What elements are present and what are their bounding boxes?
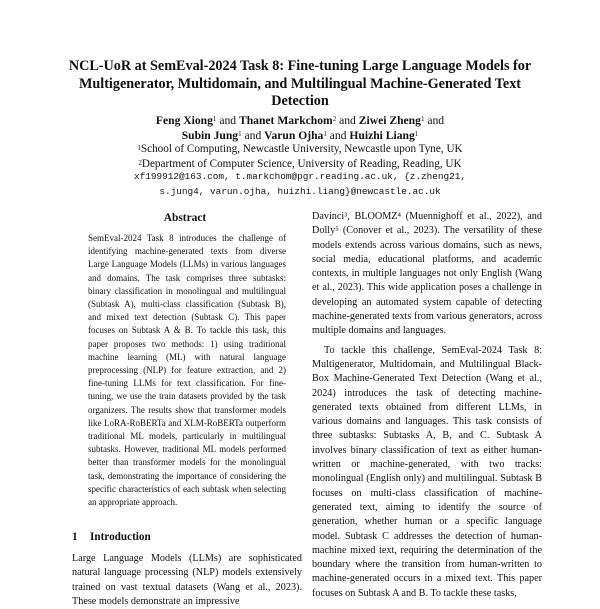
paragraph: Davinci³, BLOOMZ⁴ (Muennighoff et al., 2022), and Dolly⁵ (Conover et al., 2023). The versatility of these models extends across various domains, such as news, social media, educational platforms, and academic contexts, in multiple languages not only English (Wang et al., 2023). This wide application poses a challenge in developing an automated system capable of detecting machine-generated texts from various generators, across multiple domains and languages. [312, 211, 542, 337]
author-affiliation-mark: 1 [212, 115, 217, 123]
author-affiliation-mark: 1 [238, 130, 242, 138]
author-name: Huizhi Liang [349, 129, 415, 142]
author-affiliation-mark: 1 [420, 115, 425, 123]
email-line: s.jung4, varun.ojha, huizhi.liang}@newcastle.ac.uk [159, 185, 441, 197]
right-column-body [312, 210, 542, 606]
author-affiliation-mark: 1 [323, 130, 327, 138]
affiliations [60, 142, 540, 171]
author-affiliation-mark: 2 [332, 115, 337, 123]
author-separator: and [427, 114, 445, 127]
author-emails [60, 170, 540, 199]
affiliation-line [60, 157, 540, 172]
author-affiliation-mark: 1 [414, 130, 419, 138]
abstract-body [88, 232, 286, 509]
abstract-text: SemEval-2024 Task 8 introduces the challenge of identifying machine-generated texts from diverse Large Language Models (LLMs) in various languages and domains. The task comprises three subtasks: binary classification in monolingual and multilingual (Subtask A), multi-class classification (Subtask B), and mixed text detection (Subtask C). This paper focuses on Subtask A & B. To tackle this task, this paper proposes two methods: 1) using traditional machine learning (ML) with natural language preprocessing (NLP) for feature extraction, and 2) fine-tuning LLMs for text classification. For fine-tuning, we use the train datasets provided by the task organizers. The results show that transformer models like LoRA-RoBERTa and XLM-RoBERTa outperform traditional ML models, particularly in multilingual subtasks. However, traditional ML models performed better than transformer models for the monolingual task, demonstrating the importance of considering the specific characteristics of each subtask when selecting an appropriate approach. [88, 233, 286, 508]
author-separator: and [219, 114, 237, 127]
affiliation-text: Department of Computer Science, University of Reading, Reading, UK [141, 157, 462, 170]
section-heading-introduction [72, 531, 302, 543]
affiliation-text: School of Computing, Newcastle University, Newcastle upon Tyne, UK [140, 143, 463, 155]
section-title: Introduction [90, 531, 151, 543]
paper-title: NCL-UoR at SemEval-2024 Task 8: Fine-tuning Large Language Models for Multigenerator, Multidomain, and Multilingual Machine-Generated Text Detection [68, 58, 532, 109]
author-name: Feng Xiong [155, 114, 213, 127]
paragraph: To tackle this challenge, SemEval-2024 Task 8: Multigenerator, Multidomain, and Multilingual Black-Box Machine-Generated Text Detection (Wang et al., 2024) introduces the task of detecting machine-generated texts obtained from different LLMs, in various domains and languages. This task consists of three subtasks: Subtasks A, B, and C. Subtask A involves binary classification of text as either human-written or machine-generated, with two tracks: monolingual (English only) and multilingual. Subtask B focuses on multi-class classification of machine-generated text, aiming to identify the source of generation, whether human or a specific language model. Subtask C addresses the detection of human-machine mixed text, requiring the determination of the boundary where the transition from human-written to machine-generated occurs in a mixed text. This paper focuses on Subtask A and B. To tackle these tasks, [312, 344, 542, 599]
author-name: Varun Ojha [264, 129, 324, 142]
author-list [60, 113, 540, 143]
author-separator: and [244, 129, 262, 142]
section-number: 1 [72, 531, 78, 543]
affiliation-mark: 2 [138, 158, 142, 167]
author-name: Subin Jung [181, 129, 239, 142]
introduction-text: Large Language Models (LLMs) are sophisticated natural language processing (NLP) models extensively trained on vast textual datasets (Wang et al., 2023). These models demonstrate an impressive [72, 553, 302, 607]
author-separator: and [339, 114, 356, 127]
affiliation-line [60, 142, 540, 157]
author-separator: and [329, 129, 347, 142]
introduction-body-left [72, 552, 302, 609]
author-name: Thanet Markchom [238, 114, 333, 127]
affiliation-mark: 1 [137, 144, 141, 152]
abstract-heading: Abstract [163, 212, 207, 224]
author-name: Ziwei Zheng [358, 114, 421, 127]
email-line: xf199912@163.com, t.markchom@pgr.reading.ac.uk, {z.zheng21, [134, 171, 466, 182]
